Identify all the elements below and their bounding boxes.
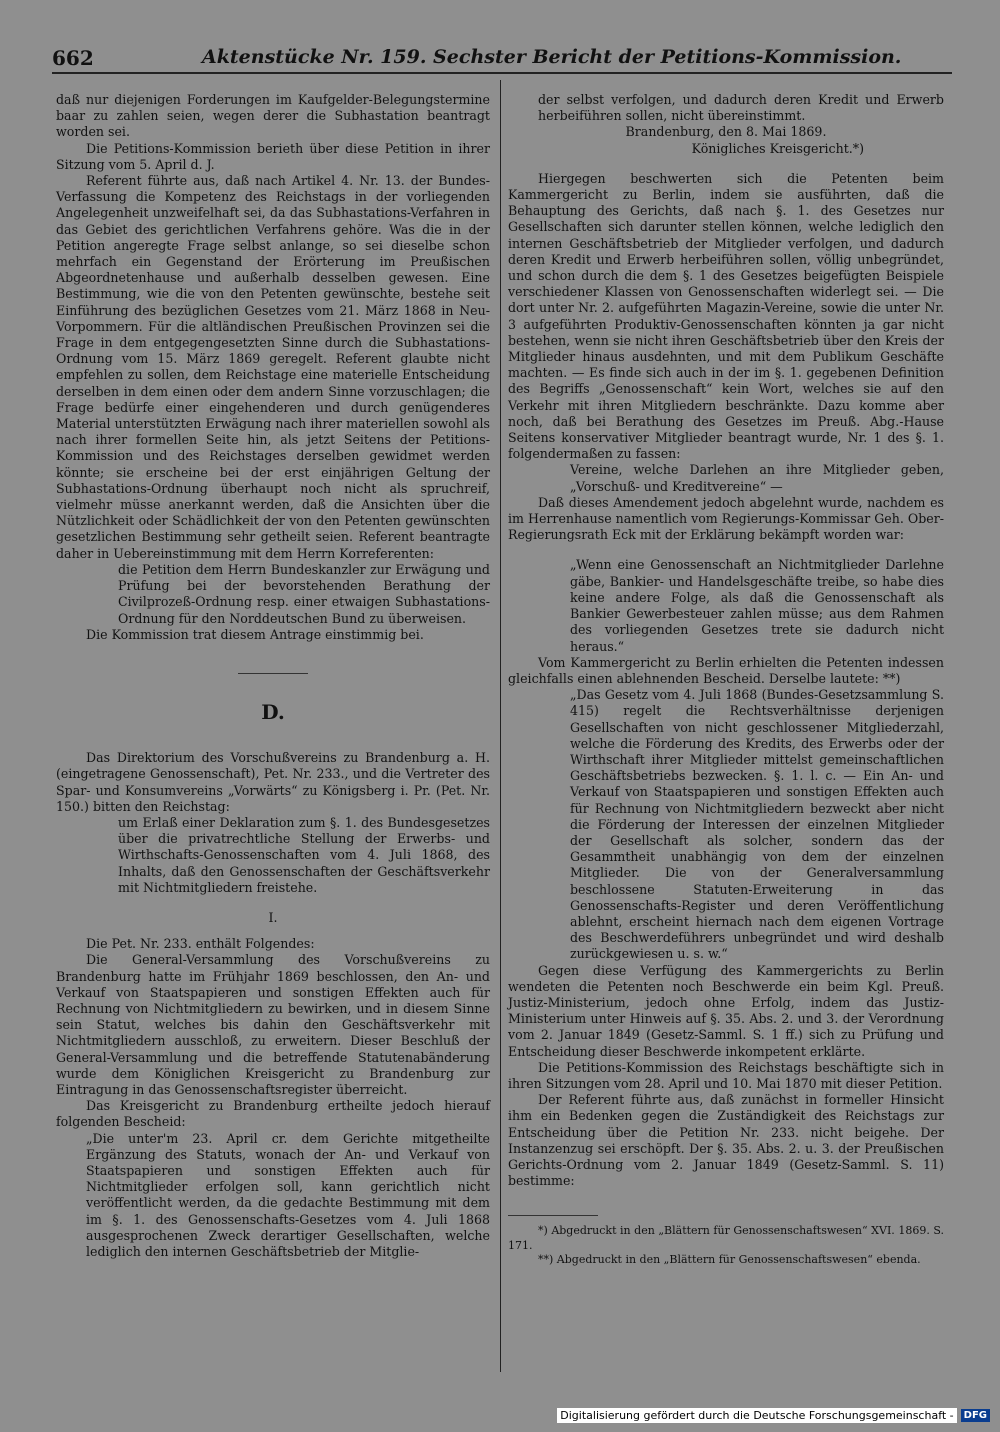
header-rule xyxy=(52,72,952,74)
paragraph: Die Petitions-Kommission berieth über diese Petition in ihrer Sitzung vom 5. April d. J. xyxy=(56,140,490,172)
paragraph: Die Petitions-Kommission des Reichstags beschäftigte sich in ihren Sitzungen vom 28. April und 10. Mai 1870 mit dieser Petition. xyxy=(508,1059,944,1091)
paragraph: Der Referent führte aus, daß zunächst in formeller Hinsicht ihm ein Bedenken gegen die Zuständigkeit des Reichstags zur Entscheidung über die Petition Nr. 233. nicht beigehe. Der Instanzenzug sei erschöpft. Der §. 35. Abs. 2. u. 3. der Preußischen Gerichts-Ordnung vom 2. Januar 1849 (Gesetz-Samml. S. 11) bestimme: xyxy=(508,1092,944,1189)
right-column xyxy=(508,92,944,1268)
column-divider xyxy=(500,80,501,1372)
footnote: **) Abgedruckt in den „Blättern für Genossenschaftswesen“ ebenda. xyxy=(538,1253,921,1267)
paragraph: Die Pet. Nr. 233. enthält Folgendes: xyxy=(86,936,315,952)
paragraph: Das Direktorium des Vorschußvereins zu Brandenburg a. H. (eingetragene Genossenschaft), Pet. Nr. 233., und die Vertreter des Spar- und Konsumvereins „Vorwärts“ zu Königsberg i. Pr. (Pet. Nr. 150.) bitten den Reichstag: xyxy=(56,750,490,814)
digitization-footer xyxy=(557,1406,990,1424)
section-heading: D. xyxy=(261,699,285,724)
paragraph: Daß dieses Amendement jedoch abgelehnt wurde, nachdem es im Herrenhause namentlich vom Regierungs-Kommissar Geh. Ober-Regierungsrath Eck mit der Erklärung bekämpft worden war: xyxy=(508,494,944,543)
quoted-decision-continued: der selbst verfolgen, und dadurch deren Kredit und Erwerb herbeiführen sollen, nicht übereinstimmt. xyxy=(538,92,944,124)
quoted-decision: „Die unter'm 23. April cr. dem Gerichte mitgetheilte Ergänzung des Statuts, wonach der An- und Verkauf von Staatspapieren und sonstigen Effekten auch für Nichtmitglieder erfolgen soll, kann gerichtlich nicht veröffentlicht werden, da die gedachte Bestimmung mit dem im §. 1. des Genossenschafts-Gesetzes vom 4. Juli 1868 ausgesprochenen Zweck derartiger Gesellschaften, welche lediglich den internen Geschäftsbetrieb der Mitglie- xyxy=(86,1130,490,1259)
quotation: „Das Gesetz vom 4. Juli 1868 (Bundes-Gesetzsammlung S. 415) regelt die Rechtsverhältnisse derjenigen Gesellschaften von nicht geschlossener Mitgliederzahl, welche die Förderung des Kredits, des Erwerbs oder der Wirthschaft ihrer Mitglieder mittelst gemeinschaftlichen Geschäftsbetriebs bezwecken. §. 1. l. c. — Ein An- und Verkauf von Staatspapieren und sonstigen Effekten auch für Rechnung von Nichtmitgliedern bezweckt aber nicht die Förderung der Interessen der einzelnen Mitglieder der Gesellschaft als solcher, sondern das der Gesammtheit unabhängig von dem der einzelnen Mitglieder. Die von der Generalversammlung beschlossene Statuten-Erweiterung in das Genossenschafts-Register und deren Veröffentlichung ablehnt, erscheint hiernach nach dem eigenen Vortrage des Beschwerdeführers unbegründet und wird deshalb zurückgewiesen u. s. w.“ xyxy=(570,687,944,962)
running-title: Aktenstücke Nr. 159. Sechster Bericht der Petitions-Kommission. xyxy=(202,46,902,68)
footnote-rule xyxy=(508,1215,598,1216)
paragraph: Referent führte aus, daß nach Artikel 4. Nr. 13. der Bundes-Verfassung die Kompetenz des Reichstags in der vorliegenden Angelegenheit unzweifelhaft sei, da das Subhastations-Verfahren in das Gebiet des gerichtlichen Verfahrens gehöre. Was die in der Petition angeregte Frage selbst anlange, so sei dieselbe schon mehrfach ein Gegenstand der Erörterung im Preußischen Abgeordnetenhause und außerhalb desselben gewesen. Eine Bestimmung, wie die von den Petenten gewünschte, bestehe seit Einführung des bezüglichen Gesetzes vom 21. März 1868 in Neu-Vorpommern. Für die altländischen Preußischen Provinzen sei die Frage in dem entgegengesetzten Sinne durch die Subhastations-Ordnung vom 15. März 1869 geregelt. Referent glaubte nicht empfehlen zu sollen, dem Reichstage eine materielle Entscheidung derselben in dem einen oder dem andern Sinne vorzuschlagen; die Frage bedürfe einer eingehenderen und durch genügenderes Material unterstützten Erwägung nach ihrer materiellen sowohl als nach ihrer formellen Seite hin, als jetzt Seitens der Petitions-Kommission und des Reichstages derselben gewidmet werden könnte; sie erscheine bei der erst einjährigen Geltung der Subhastations-Ordnung überhaupt noch nicht als spruchreif, vielmehr müsse anerkannt werden, daß die Ansichten über die Nützlichkeit oder Schädlichkeit der von den Petenten gewünschten gesetzlichen Bestimmung sehr getheilt seien. Referent beantragte daher in Uebereinstimmung mit dem Herrn Korreferenten: xyxy=(56,173,490,561)
subsection-heading: I. xyxy=(268,909,278,925)
quotation: „Wenn eine Genossenschaft an Nichtmitglieder Darlehne gäbe, Bankier- und Handelsgeschäfte treibe, so habe dies keine andere Folge, als daß die Genossenschaft als Bankier Gewerbesteuer zahlen müsse; aus dem Rahmen des vorliegenden Gesetzes trete sie dadurch nicht heraus.“ xyxy=(570,557,944,654)
paragraph: Vom Kammergericht zu Berlin erhielten die Petenten indessen gleichfalls einen ablehnenden Bescheid. Derselbe lautete: **) xyxy=(508,654,944,686)
left-column xyxy=(56,92,490,1260)
paragraph: Die General-Versammlung des Vorschußvereins zu Brandenburg hatte im Frühjahr 1869 beschlossen, den An- und Verkauf von Staatspapieren und sonstigen Effekten auch für Rechnung von Nichtmitgliedern zu bewirken, und in diesem Sinne sein Statut, welches bis dahin den Geschäftsverkehr mit Nichtmitgliedern ausschloß, zu erweitern. Dieser Beschluß der General-Versammlung und die betreffende Statutenabänderung wurde dem Königlichen Kreisgericht zu Brandenburg zur Eintragung in das Genossenschaftsregister überreicht. xyxy=(56,952,490,1097)
court-signature: Königliches Kreisgericht.*) xyxy=(691,140,864,156)
spacer xyxy=(508,157,944,171)
spacer xyxy=(508,543,944,557)
footer-text: Digitalisierung gefördert durch die Deutsche Forschungsgemeinschaft - xyxy=(557,1408,956,1423)
dfg-logo: DFG xyxy=(961,1409,990,1422)
petition-request: um Erlaß einer Deklaration zum §. 1. des Bundesgesetzes über die privatrechtliche Stellung der Erwerbs- und Wirthschafts-Genossenschaften vom 4. Juli 1868, des Inhalts, daß den Genossenschaften der Geschäftsverkehr mit Nichtmitgliedern freistehe. xyxy=(118,814,490,895)
paragraph: Hiergegen beschwerten sich die Petenten beim Kammergericht zu Berlin, indem sie ausführten, daß die Behauptung des Gerichts, daß nach §. 1. des Gesetzes nur Gesellschaften sich darunter stellen können, welche lediglich den internen Geschäftsbetrieb der Mitglieder verfolgen, und dadurch deren Kredit und Erwerb herbeiführen sollen, völlig unbegründet, und schon durch die dem §. 1 des Gesetzes beigefügten Beispiele verschiedener Klassen von Genossenschaften widerlegt sei. — Die dort unter Nr. 2. aufgeführten Magazin-Vereine, sowie die unter Nr. 3 aufgeführten Produktiv-Genossenschaften könnten ja gar nicht bestehen, wenn sie nicht ihren Geschäftsbetrieb über den Kreis der Mitglieder hinaus ausdehnten, und mit dem Publikum Geschäfte machten. — Es finde sich auch in der im §. 1. gegebenen Definition des Begriffs „Genossenschaft“ kein Wort, welches sie auf den Verkehr mit ihren Mitgliedern beschränkte. Dazu komme aber noch, daß bei Berathung des Gesetzes im Preuß. Abg.-Hause Seitens konservativer Mitglieder beantragt wurde, Nr. 1 des §. 1. folgendermaßen zu fassen: xyxy=(508,170,944,462)
paragraph: Die Kommission trat diesem Antrage einstimmig bei. xyxy=(86,626,424,642)
page-number: 662 xyxy=(52,46,94,70)
paragraph: Das Kreisgericht zu Brandenburg ertheilte jedoch hierauf folgenden Bescheid: xyxy=(56,1098,490,1130)
place-date: Brandenburg, den 8. Mai 1869. xyxy=(625,124,827,140)
paragraph: daß nur diejenigen Forderungen im Kaufgelder-Belegungstermine baar zu zahlen seien, wegen derer die Subhastation beantragt worden sei. xyxy=(56,92,490,140)
footnote: *) Abgedruckt in den „Blättern für Genossenschaftswesen“ XVI. 1869. S. 171. xyxy=(508,1224,944,1252)
motion-text: die Petition dem Herrn Bundeskanzler zur Erwägung und Prüfung bei der bevorstehenden Berathung der Civilprozeß-Ordnung resp. einer etwaigen Subhastations-Ordnung für den Norddeutschen Bund zu überweisen. xyxy=(118,561,490,626)
page-header xyxy=(52,44,952,74)
paragraph: Gegen diese Verfügung des Kammergerichts zu Berlin wendeten die Petenten noch Beschwerde ein beim Kgl. Preuß. Justiz-Ministerium, jedoch ohne Erfolg, indem das Justiz-Ministerium unter Hinweis auf §. 35. Abs. 2. und 3. der Verordnung vom 2. Januar 1849 (Gesetz-Samml. S. 1 ff.) sich zu Prüfung und Entscheidung dieser Beschwerde inkompetent erklärte. xyxy=(508,962,944,1059)
amendment-text: Vereine, welche Darlehen an ihre Mitglieder geben, „Vorschuß- und Kreditvereine“ — xyxy=(570,462,944,494)
section-separator xyxy=(238,673,308,674)
